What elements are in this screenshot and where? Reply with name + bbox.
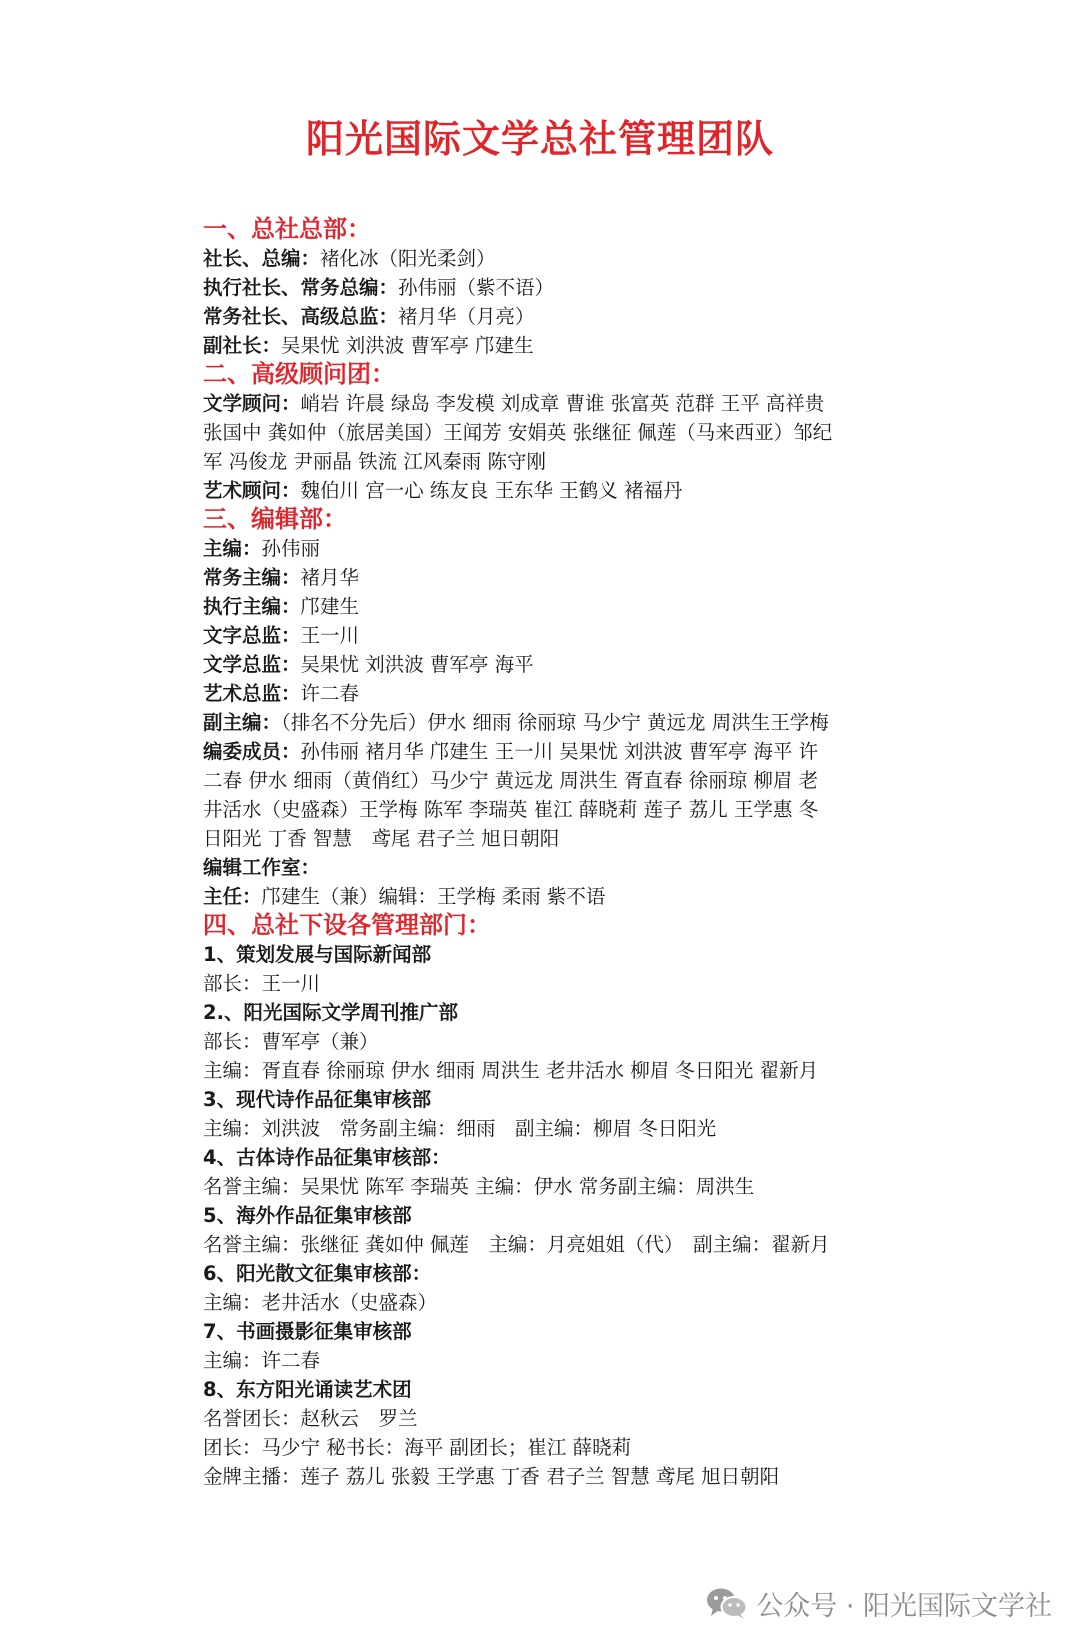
document-body <box>203 215 948 1491</box>
line-text: 井活水（史盛森）王学梅 陈军 李瑞英 崔江 薛晓莉 莲子 荔儿 王学惠 冬 <box>203 798 819 821</box>
text-line <box>203 1346 948 1375</box>
wechat-icon <box>706 1586 748 1620</box>
department-title <box>203 998 948 1027</box>
line-text: 孙伟丽 <box>261 537 321 560</box>
line-text: 5、海外作品征集审核部 <box>203 1204 412 1227</box>
section-heading: 四、总社下设各管理部门： <box>203 911 491 939</box>
text-line <box>203 882 948 911</box>
line-text: 吴果忧 刘洪波 曹军亭 海平 <box>300 653 534 676</box>
line-text: 2.、阳光国际文学周刊推广部 <box>203 1001 458 1024</box>
line-text: 7、书画摄影征集审核部 <box>203 1320 412 1343</box>
text-line <box>203 824 948 853</box>
line-text: 部长：曹军亭（兼） <box>203 1030 379 1053</box>
department-title <box>203 940 948 969</box>
line-label: 执行主编： <box>203 595 301 618</box>
text-line <box>203 1462 948 1491</box>
line-label: 艺术总监： <box>203 682 301 705</box>
section-heading: 一、总社总部： <box>203 215 371 243</box>
line-text: 主编：刘洪波 常务副主编：细雨 副主编：柳眉 冬日阳光 <box>203 1117 717 1140</box>
text-line <box>203 1027 948 1056</box>
line-text: 团长：马少宁 秘书长：海平 副团长；崔江 薛晓莉 <box>203 1436 632 1459</box>
line-text: 金牌主播：莲子 荔儿 张毅 王学惠 丁香 君子兰 智慧 鸢尾 旭日朝阳 <box>203 1465 780 1488</box>
text-line <box>203 766 948 795</box>
line-text: 部长：王一川 <box>203 972 321 995</box>
line-text: 名誉主编：吴果忧 陈军 李瑞英 主编：伊水 常务副主编：周洪生 <box>203 1175 755 1198</box>
text-line <box>203 679 948 708</box>
text-line <box>203 273 948 302</box>
line-text: 3、现代诗作品征集审核部 <box>203 1088 432 1111</box>
line-text: 褚化冰（阳光柔剑） <box>320 247 496 270</box>
text-line <box>203 1230 948 1259</box>
line-label: 文学总监： <box>203 653 301 676</box>
line-text: 主编：老井活水（史盛森） <box>203 1291 438 1314</box>
line-text: 1、策划发展与国际新闻部 <box>203 943 432 966</box>
line-text: 许二春 <box>300 682 360 705</box>
line-text: 二春 伊水 细雨（黄俏红）马少宁 黄远龙 周洪生 胥直春 徐丽琼 柳眉 老 <box>203 769 819 792</box>
text-line <box>203 1172 948 1201</box>
line-text: 4、古体诗作品征集审核部： <box>203 1146 451 1169</box>
line-text: 名誉团长：赵秋云 罗兰 <box>203 1407 418 1430</box>
text-line <box>203 418 948 447</box>
line-text: 主编：胥直春 徐丽琼 伊水 细雨 周洪生 老井活水 柳眉 冬日阳光 翟新月 <box>203 1059 819 1082</box>
department-title <box>203 1201 948 1230</box>
department-title <box>203 1143 948 1172</box>
text-line <box>203 853 948 882</box>
line-text: 邝建生（兼）编辑：王学梅 柔雨 紫不语 <box>261 885 606 908</box>
line-label: 常务社长、高级总监： <box>203 305 399 328</box>
section-heading: 三、编辑部： <box>203 505 347 533</box>
text-line <box>203 563 948 592</box>
line-label: 主任： <box>203 885 262 908</box>
department-title <box>203 1375 948 1404</box>
line-label: 社长、总编： <box>203 247 321 270</box>
department-title <box>203 1259 948 1288</box>
department-title <box>203 1317 948 1346</box>
watermark <box>706 1586 1052 1620</box>
line-label: 常务主编： <box>203 566 301 589</box>
text-line <box>203 1288 948 1317</box>
text-line <box>203 302 948 331</box>
text-line <box>203 708 948 737</box>
line-label: 副社长： <box>203 334 282 357</box>
line-label: 编辑工作室： <box>203 856 321 879</box>
line-text: 军 冯俊龙 尹丽晶 铁流 江风秦雨 陈守刚 <box>203 450 546 473</box>
text-line <box>203 244 948 273</box>
line-label: 编委成员： <box>203 740 301 763</box>
line-label: 艺术顾问： <box>203 479 301 502</box>
line-text: 褚月华（月亮） <box>398 305 535 328</box>
line-text: 主编：许二春 <box>203 1349 321 1372</box>
watermark-text: 公众号 · 阳光国际文学社 <box>756 1590 1052 1622</box>
text-line <box>203 1404 948 1433</box>
department-title <box>203 1085 948 1114</box>
text-line <box>203 534 948 563</box>
line-text: 褚月华 <box>300 566 360 589</box>
text-line <box>203 795 948 824</box>
line-label: 文字总监： <box>203 624 301 647</box>
line-text: 张国中 龚如仲（旅居美国）王闻芳 安娟英 张继征 佩莲（马来西亚）邹纪 <box>203 421 833 444</box>
line-text: 邝建生 <box>300 595 360 618</box>
text-line <box>203 737 948 766</box>
text-line <box>203 1056 948 1085</box>
line-label: 副主编： <box>203 711 282 734</box>
text-line <box>203 389 948 418</box>
text-line <box>203 969 948 998</box>
text-line <box>203 1433 948 1462</box>
line-text: 6、阳光散文征集审核部： <box>203 1262 432 1285</box>
line-text: 日阳光 丁香 智慧 鸢尾 君子兰 旭日朝阳 <box>203 827 560 850</box>
text-line <box>203 447 948 476</box>
line-text: 王一川 <box>300 624 360 647</box>
line-label: 文学顾问： <box>203 392 301 415</box>
line-label: 主编： <box>203 537 262 560</box>
page-title: 阳光国际文学总社管理团队 <box>305 117 774 161</box>
line-text: 孙伟丽（紫不语） <box>398 276 555 299</box>
text-line <box>203 331 948 360</box>
line-text: 吴果忧 刘洪波 曹军亭 邝建生 <box>281 334 534 357</box>
section-heading: 二、高级顾问团： <box>203 360 395 388</box>
line-text: 名誉主编：张继征 龚如仲 佩莲 主编：月亮姐姐（代） 副主编：翟新月 <box>203 1233 830 1256</box>
line-text: 峭岩 许晨 绿岛 李发模 刘成章 曹谁 张富英 范群 王平 高祥贵 <box>300 392 825 415</box>
text-line <box>203 650 948 679</box>
text-line <box>203 621 948 650</box>
text-line <box>203 592 948 621</box>
text-line <box>203 476 948 505</box>
line-text: 魏伯川 宫一心 练友良 王东华 王鹤义 褚福丹 <box>300 479 683 502</box>
line-label: 执行社长、常务总编： <box>203 276 399 299</box>
line-text: （排名不分先后）伊水 细雨 徐丽琼 马少宁 黄远龙 周洪生王学梅 <box>281 711 829 734</box>
line-text: 8、东方阳光诵读艺术团 <box>203 1378 412 1401</box>
line-text: 孙伟丽 褚月华 邝建生 王一川 吴果忧 刘洪波 曹军亭 海平 许 <box>300 740 819 763</box>
text-line <box>203 1114 948 1143</box>
